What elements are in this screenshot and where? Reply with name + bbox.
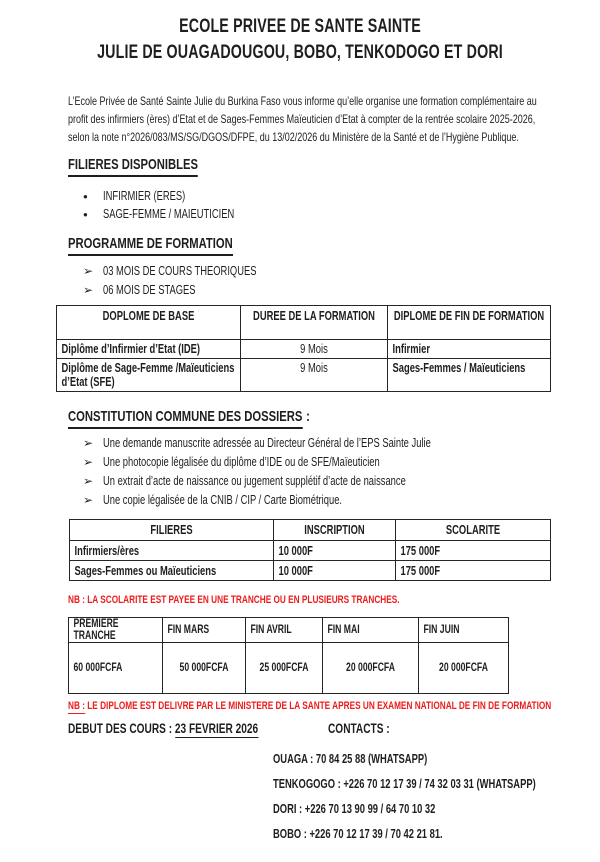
arrow-icon: ➢: [83, 492, 94, 507]
table-cell: 60 000FCFA: [69, 643, 163, 694]
header-cell: PREMIERE TRANCHE: [69, 618, 163, 643]
table-header-row: [57, 306, 551, 340]
table-cell: 9 Mois: [241, 359, 388, 392]
tranches-table: [68, 617, 509, 694]
table-cell: 9 Mois: [241, 340, 388, 359]
table-row: [70, 561, 551, 581]
list-item-label: SAGE-FEMME / MAIEUTICIEN: [103, 207, 235, 221]
dossiers-list: [83, 433, 600, 509]
table-row: [57, 359, 551, 392]
frais-table: [69, 519, 551, 581]
heading-colon: :: [306, 408, 310, 425]
arrow-icon: ➢: [83, 435, 94, 450]
list-item: [83, 280, 600, 299]
list-item-label: INFIRMIER (ERES): [103, 189, 186, 203]
table-cell: Sages-Femmes ou Maïeuticiens: [70, 561, 274, 581]
table-header-row: [69, 618, 509, 643]
header-cell: SCOLARITE: [396, 520, 551, 541]
header-cell: FIN MARS: [163, 618, 246, 643]
formation-table: [56, 305, 551, 392]
table-cell: Diplôme d’Infirmier d’Etat (IDE): [57, 340, 241, 359]
list-item-label: 06 MOIS DE STAGES: [103, 282, 196, 297]
heading-text: FILIERES DISPONIBLES: [68, 156, 198, 177]
contact-line-bobo: BOBO : +226 70 12 17 39 / 70 42 21 81.: [273, 827, 443, 841]
list-item: [83, 261, 600, 280]
contact-line-tenkogogo: TENKOGOGO : +226 70 12 17 39 / 74 32 03 31 (WHATSAPP): [273, 777, 536, 791]
table-row: [70, 541, 551, 561]
list-item: [83, 471, 600, 490]
table-cell: 10 000F: [274, 561, 396, 581]
list-item-label: Un extrait d’acte de naissance ou jugement supplétif d’acte de naissance: [103, 473, 406, 488]
list-item: [83, 433, 600, 452]
list-item: [83, 187, 600, 205]
list-item: [83, 452, 600, 471]
list-item: [83, 490, 600, 509]
heading-text: PROGRAMME DE FORMATION: [68, 235, 233, 256]
table-cell: 50 000FCFA: [163, 643, 246, 694]
table-row: [57, 340, 551, 359]
table-cell: Sages-Femmes / Maïeuticiens: [388, 359, 551, 392]
header-cell: INSCRIPTION: [274, 520, 396, 541]
table-cell: Diplôme de Sage-Femme /Maïeuticiens d’Etat (SFE): [57, 359, 241, 392]
contact-line-ouaga: OUAGA : 70 84 25 88 (WHATSAPP): [273, 752, 428, 766]
bullet-icon: ●: [83, 209, 88, 219]
section-heading-filieres: [68, 156, 600, 174]
table-cell: Infirmier: [388, 340, 551, 359]
section-heading-programme: [68, 235, 600, 253]
arrow-icon: ➢: [83, 454, 94, 469]
debut-cours-line: [68, 720, 600, 737]
debut-date: 23 FEVRIER 2026: [174, 721, 259, 736]
debut-label: DEBUT DES COURS :: [68, 721, 173, 736]
bullet-icon: ●: [83, 191, 88, 201]
page-title-line1: ECOLE PRIVEE DE SANTE SAINTE: [179, 16, 421, 37]
heading-text: CONSTITUTION COMMUNE DES DOSSIERS: [68, 408, 302, 429]
header-cell: DOPLOME DE BASE: [57, 306, 241, 340]
header-cell: FIN MAI: [323, 618, 419, 643]
intro-paragraph: L’Ecole Privée de Santé Sainte Julie du Burkina Faso vous informe qu’elle organise une formation complémentaire au profit des infirmiers (ères) d’Etat et de Sages-Femmes Maïeuticien d’Etat à compter de la rentrée scolaire 2025-2026, selon la note n°2026/083/MS/SG/DGOS/DFPE, du 13/02/2026 du Ministère de la Santé et de l’Hygiène Publique.: [68, 94, 537, 144]
header-cell: DIPLOME DE FIN DE FORMATION: [388, 306, 551, 340]
filieres-list: [83, 187, 600, 223]
nb-text: LE DIPLOME EST DELIVRE PAR LE MINISTERE DE LA SANTE APRES UN EXAMEN NATIONAL DE FIN DE FORMATION: [87, 700, 552, 712]
list-item-label: Une copie légalisée de la CNIB / CIP / Carte Biométrique.: [103, 492, 343, 507]
page-title-line2: JULIE DE OUAGADOUGOU, BOBO, TENKODOGO ET DORI: [97, 42, 503, 63]
page-title: [0, 14, 600, 66]
document-page: [0, 14, 600, 862]
table-cell: 175 000F: [396, 561, 551, 581]
table-cell: 25 000FCFA: [246, 643, 323, 694]
table-row: [69, 643, 509, 694]
contact-line-dori: DORI : +226 70 13 90 99 / 64 70 10 32: [273, 802, 436, 816]
nb-note-diplome: [68, 699, 600, 713]
table-header-row: [70, 520, 551, 541]
table-cell: 20 000FCFA: [323, 643, 419, 694]
list-item-label: 03 MOIS DE COURS THEORIQUES: [103, 263, 257, 278]
programme-list: [83, 261, 600, 299]
nb-label: NB :: [68, 700, 85, 712]
table-cell: Infirmiers/ères: [70, 541, 274, 561]
arrow-icon: ➢: [83, 263, 94, 278]
list-item: [83, 205, 600, 223]
header-cell: DUREE DE LA FORMATION: [241, 306, 388, 340]
header-cell: FILIERES: [70, 520, 274, 541]
table-cell: 175 000F: [396, 541, 551, 561]
table-cell: 20 000FCFA: [419, 643, 509, 694]
section-heading-dossiers: [68, 408, 600, 426]
table-cell: 10 000F: [274, 541, 396, 561]
arrow-icon: ➢: [83, 282, 94, 297]
list-item-label: Une photocopie légalisée du diplôme d’IDE ou de SFE/Maïeuticien: [103, 454, 380, 469]
contacts-list: [273, 747, 600, 847]
arrow-icon: ➢: [83, 473, 94, 488]
header-cell: FIN JUIN: [419, 618, 509, 643]
contacts-label: CONTACTS :: [327, 721, 390, 736]
list-item-label: Une demande manuscrite adressée au Directeur Général de l’EPS Sainte Julie: [103, 435, 431, 450]
header-cell: FIN AVRIL: [246, 618, 323, 643]
nb-note-scolarite: NB : LA SCOLARITE EST PAYEE EN UNE TRANCHE OU EN PLUSIEURS TRANCHES.: [68, 594, 400, 606]
